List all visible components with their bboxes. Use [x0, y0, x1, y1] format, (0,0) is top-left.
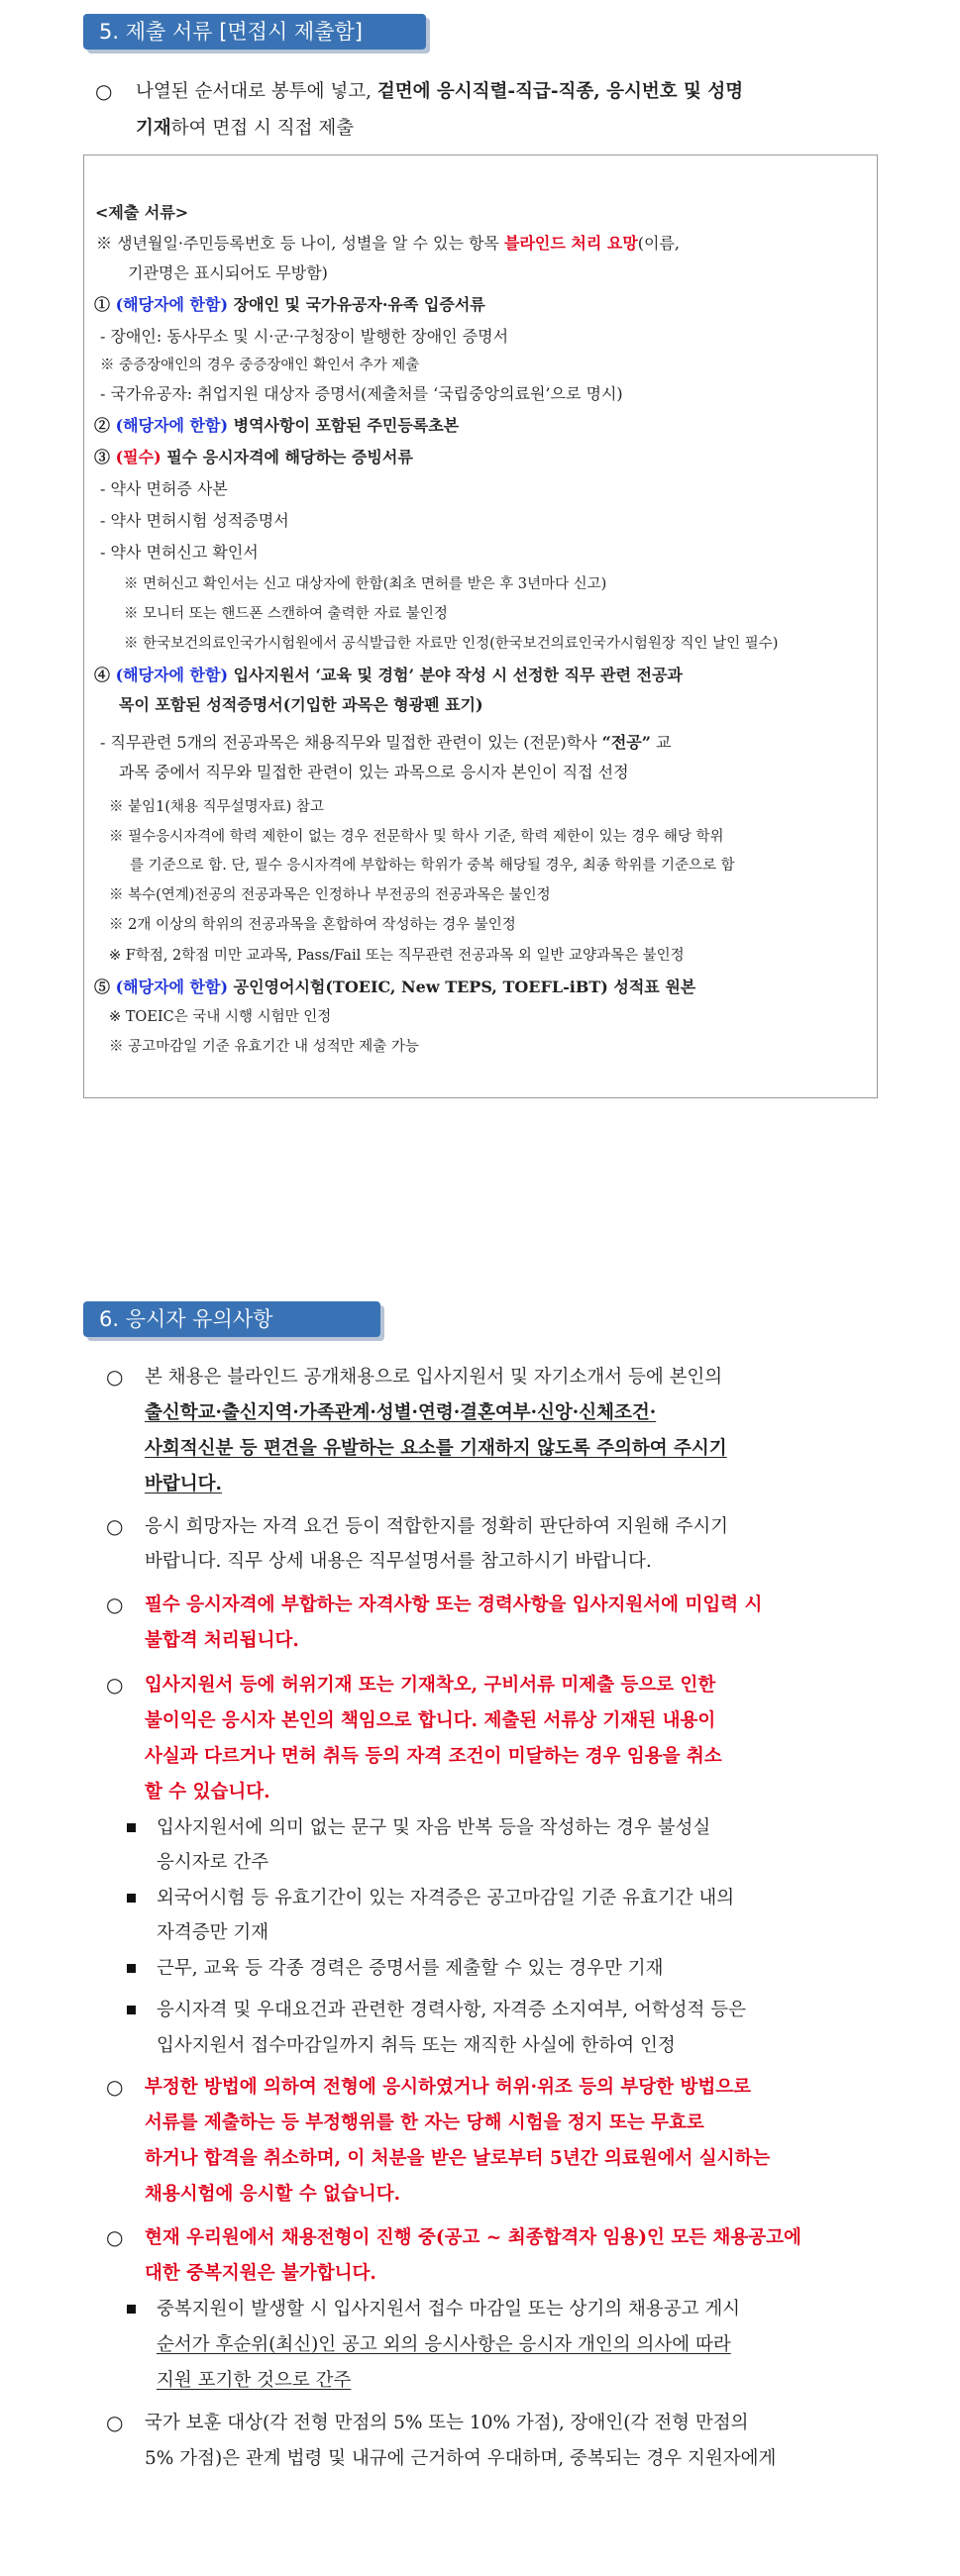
- square-bullet-icon: [127, 2006, 136, 2014]
- square-bullet-icon: [127, 1964, 136, 1973]
- item-5-note-2: ※ 공고마감일 기준 유효기간 내 성적만 제출 가능: [109, 1039, 419, 1055]
- p4-line-3: 사실과 다르거나 면허 취득 등의 자격 조건이 미달하는 경우 임용을 취소: [145, 1746, 722, 1767]
- p1-line-2: 출신학교·출신지역·가족관계·성별·연령·결혼여부·신앙·신체조건·: [145, 1402, 657, 1423]
- intro-line-1: 나열된 순서대로 봉투에 넣고, 겉면에 응시직렬-직급-직종, 응시번호 및 성명: [136, 81, 744, 102]
- item-3-line-2: - 약사 면허시험 성적증명서: [100, 511, 289, 530]
- square-bullet-icon: [127, 2305, 136, 2314]
- circle-bullet-icon: ○: [106, 1593, 124, 1616]
- b1-line-1: 입사지원서에 의미 없는 문구 및 자음 반복 등을 작성하는 경우 불성실: [157, 1817, 711, 1838]
- p4-line-1: 입사지원서 등에 허위기재 또는 기재착오, 구비서류 미제출 등으로 인한: [145, 1675, 716, 1696]
- item-4-note-4: ※ 2개 이상의 학위의 전공과목을 혼합하여 작성하는 경우 불인정: [109, 917, 516, 933]
- p2-line-2: 바랍니다. 직무 상세 내용은 직무설명서를 참고하시기 바랍니다.: [145, 1551, 652, 1572]
- circle-bullet-icon: ○: [106, 2411, 124, 2434]
- p5-line-2: 서류를 제출하는 등 부정행위를 한 자는 당해 시험을 정지 또는 무효로: [145, 2112, 704, 2133]
- item-4-note-2-cont: 를 기준으로 함. 단, 필수 응시자격에 부합하는 학위가 중복 해당될 경우, 최종 학위를 기준으로 함: [130, 858, 735, 874]
- circle-bullet-icon: ○: [106, 2225, 124, 2249]
- p1-line-4: 바랍니다.: [145, 1474, 222, 1494]
- item-4-title-cont: 목이 포함된 성적증명서(기입한 과목은 형광펜 표기): [119, 695, 483, 714]
- item-3-line-1: - 약사 면허증 사본: [100, 479, 228, 498]
- item-4-line-2: 과목 중에서 직무와 밀접한 관련이 있는 과목으로 응시자 본인이 직접 선정: [119, 763, 629, 781]
- item-2-title: ② (해당자에 한함) 병역사항이 포함된 주민등록초본: [94, 416, 460, 435]
- intro-line-2: 기재하여 면접 시 직접 제출: [136, 118, 355, 139]
- p6-line-1: 현재 우리원에서 채용전형이 진행 중(공고 ~ 최종합격자 임용)인 모든 채용공고에: [145, 2227, 801, 2248]
- p3-line-1: 필수 응시자격에 부합하는 자격사항 또는 경력사항을 입사지원서에 미입력 시: [145, 1595, 763, 1615]
- b1-line-2: 응시자로 간주: [157, 1852, 269, 1873]
- b3-line-1: 근무, 교육 등 각종 경력은 증명서를 제출할 수 있는 경우만 기재: [157, 1958, 664, 1979]
- item-5-title: ⑤ (해당자에 한함) 공인영어시험(TOEIC, New TEPS, TOEFL-iBT) 성적표 원본: [94, 978, 696, 996]
- p7-line-2: 5% 가점)은 관계 법령 및 내규에 근거하여 우대하며, 중복되는 경우 지원자에게: [145, 2448, 777, 2469]
- item-4-note-5: ※ F학점, 2학점 미만 교과목, Pass/Fail 또는 직무관련 전공과목 외 일반 교양과목은 불인정: [109, 948, 685, 964]
- b5-line-2: 순서가 후순위(최신)인 공고 외의 응시사항은 응시자 개인의 의사에 따라: [157, 2334, 731, 2355]
- p5-line-4: 채용시험에 응시할 수 없습니다.: [145, 2184, 401, 2205]
- item-1-line-1: - 장애인: 동사무소 및 시·군·구청장이 발행한 장애인 증명서: [100, 327, 509, 346]
- p5-line-1: 부정한 방법에 의하여 전형에 응시하였거나 허위·위조 등의 부당한 방법으로: [145, 2077, 751, 2098]
- item-4-note-1: ※ 붙임1(채용 직무설명자료) 참고: [109, 799, 324, 815]
- p1-line-3: 사회적신분 등 편견을 유발하는 요소를 기재하지 않도록 주의하여 주시기: [145, 1438, 727, 1459]
- p6-line-2: 대한 중복지원은 불가합니다.: [145, 2263, 376, 2284]
- item-3-line-3: - 약사 면허신고 확인서: [100, 543, 259, 562]
- item-4-note-3: ※ 복수(연계)전공의 전공과목은 인정하나 부전공의 전공과목은 불인정: [109, 887, 551, 903]
- b4-line-2: 입사지원서 접수마감일까지 취득 또는 재직한 사실에 한하여 인정: [157, 2035, 676, 2056]
- p2-line-1: 응시 희망자는 자격 요건 등이 적합한지를 정확히 판단하여 지원해 주시기: [145, 1516, 729, 1537]
- item-3-note-1: ※ 면허신고 확인서는 신고 대상자에 한함(최초 면허를 받은 후 3년마다 신고): [124, 576, 607, 592]
- p1-line-1: 본 채용은 블라인드 공개채용으로 입사지원서 및 자기소개서 등에 본인의: [145, 1367, 723, 1388]
- item-1-title: ① (해당자에 한함) 장애인 및 국가유공자·유족 입증서류: [94, 295, 485, 314]
- p4-line-4: 할 수 있습니다.: [145, 1782, 270, 1803]
- item-1-line-3: - 국가유공자: 취업지원 대상자 증명서(제출처를 ‘국립중앙의료원’으로 명시): [100, 384, 623, 403]
- item-4-title: ④ (해당자에 한함) 입사지원서 ‘교육 및 경험’ 분야 작성 시 선정한 직무 관련 전공과: [94, 666, 683, 684]
- p3-line-2: 불합격 처리됩니다.: [145, 1630, 299, 1651]
- square-bullet-icon: [127, 1894, 136, 1903]
- item-3-title: ③ (필수) 필수 응시자격에 해당하는 증빙서류: [94, 448, 413, 466]
- section-6-title: 6. 응시자 유의사항: [83, 1301, 380, 1337]
- p4-line-2: 불이익은 응시자 본인의 책임으로 합니다. 제출된 서류상 기재된 내용이: [145, 1710, 716, 1731]
- section-5-title: 5. 제출 서류 [면접시 제출함]: [83, 14, 426, 50]
- b5-line-1: 중복지원이 발생할 시 입사지원서 접수 마감일 또는 상기의 채용공고 게시: [157, 2299, 741, 2319]
- circle-bullet-icon: ○: [106, 1673, 124, 1697]
- b2-line-1: 외국어시험 등 유효기간이 있는 자격증은 공고마감일 기준 유효기간 내의: [157, 1888, 735, 1908]
- item-1-note: ※ 중증장애인의 경우 중증장애인 확인서 추가 제출: [100, 358, 420, 373]
- item-3-note-3: ※ 한국보건의료인국가시험원에서 공식발급한 자료만 인정(한국보건의료인국가시험원장 직인 날인 필수): [124, 636, 779, 652]
- b5-line-3: 지원 포기한 것으로 간주: [157, 2370, 352, 2391]
- p7-line-1: 국가 보훈 대상(각 전형 만점의 5% 또는 10% 가점), 장애인(각 전형 만점의: [145, 2413, 749, 2433]
- b2-line-2: 자격증만 기재: [157, 1922, 269, 1943]
- p5-line-3: 하거나 합격을 취소하며, 이 처분을 받은 날로부터 5년간 의료원에서 실시하는: [145, 2148, 771, 2169]
- circle-bullet-icon: ○: [106, 1365, 124, 1389]
- circle-bullet-icon: ○: [106, 1514, 124, 1538]
- b4-line-1: 응시자격 및 우대요건과 관련한 경력사항, 자격증 소지여부, 어학성적 등은: [157, 2000, 746, 2020]
- item-4-line-1: - 직무관련 5개의 전공과목은 채용직무와 밀접한 관련이 있는 (전문)학사 “전공” 교: [100, 733, 672, 752]
- blind-note: ※ 생년월일·주민등록번호 등 나이, 성별을 알 수 있는 항목 블라인드 처리 요망(이름,: [96, 234, 681, 253]
- box-heading: <제출 서류>: [95, 203, 189, 222]
- item-4-note-2: ※ 필수응시자격에 학력 제한이 없는 경우 전문학사 및 학사 기준, 학력 제한이 있는 경우 해당 학위: [109, 829, 724, 845]
- circle-bullet-icon: ○: [106, 2075, 124, 2099]
- square-bullet-icon: [127, 1823, 136, 1832]
- blind-note-cont: 기관명은 표시되어도 무방함): [128, 263, 328, 282]
- item-3-note-2: ※ 모니터 또는 핸드폰 스캔하여 출력한 자료 불인정: [124, 606, 448, 622]
- item-5-note-1: ※ TOEIC은 국내 시행 시험만 인정: [109, 1009, 332, 1025]
- circle-bullet-icon: ○: [95, 79, 113, 103]
